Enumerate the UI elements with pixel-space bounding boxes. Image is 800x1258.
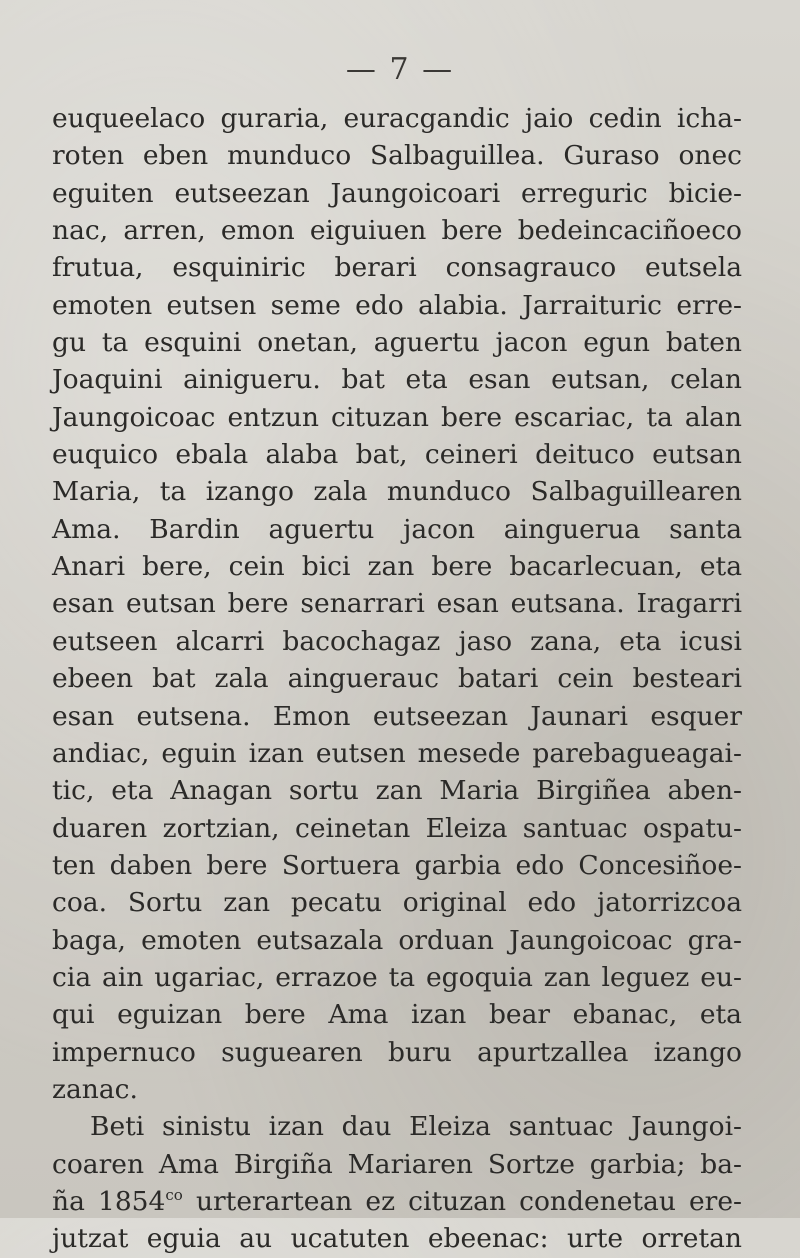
text-fragment: urterartean ez cituzan condenetau ere- bbox=[182, 1185, 742, 1217]
text-line: baga, emoten eutsazala orduan Jaungoicoac gra- bbox=[52, 924, 742, 956]
text-line: zanac. bbox=[52, 1073, 138, 1105]
text-line: duaren zortzian, ceinetan Eleiza santuac ospatu- bbox=[52, 812, 742, 844]
text-line: tic, eta Anagan sortu zan Maria Birgiñea aben- bbox=[52, 775, 742, 807]
text-line: Ama. Bardin aguertu jacon ainguerua santa bbox=[52, 513, 742, 545]
text-line: coaren Ama Birgiña Mariaren Sortze garbia; ba- bbox=[52, 1148, 742, 1180]
text-line: Maria, ta izango zala munduco Salbaguillearen bbox=[52, 476, 742, 508]
text-line: Jaungoicoac entzun cituzan bere escariac, ta alan bbox=[52, 401, 742, 433]
text-line: eutseen alcarri bacochagaz jaso zana, eta icusi bbox=[52, 625, 742, 657]
text-line: jutzat eguia au ucatuten ebeenac: urte orretan bbox=[52, 1223, 742, 1255]
text-line: qui eguizan bere Ama izan bear ebanac, eta bbox=[52, 999, 742, 1031]
text-line: euqueelaco guraria, euracgandic jaio cedin icha- bbox=[52, 103, 742, 134]
text-fragment: ña 1854 bbox=[52, 1185, 166, 1217]
text-line: impernuco suguearen buru apurtzallea izango bbox=[52, 1036, 742, 1068]
text-line: nac, arren, emon eiguiuen bere bedeincaciñoeco bbox=[52, 215, 742, 247]
text-line: eguiten eutseezan Jaungoicoari erreguric bicie- bbox=[52, 177, 742, 209]
text-line: roten eben munduco Salbaguillea. Guraso onec bbox=[52, 140, 742, 172]
text-line: cia ain ugariac, errazoe ta egoquia zan leguez eu- bbox=[52, 961, 742, 993]
text-line: andiac, eguin izan eutsen mesede parebagueagai- bbox=[52, 737, 742, 769]
text-line: ten daben bere Sortuera garbia edo Concesiñoe- bbox=[52, 849, 742, 881]
text-line: Beti sinistu izan dau Eleiza santuac Jaungoi- bbox=[90, 1111, 742, 1143]
text-line: ebeen bat zala ainguerauc batari cein besteari bbox=[52, 663, 742, 695]
text-line: esan eutsan bere senarrari esan eutsana. Iragarri bbox=[52, 588, 742, 620]
superscript: co bbox=[165, 1185, 183, 1204]
text-line: euquico ebala alaba bat, ceineri deituco eutsan bbox=[52, 439, 742, 471]
text-line: esan eutsena. Emon eutseezan Jaunari esquer bbox=[52, 700, 742, 732]
text-line bbox=[52, 1183, 742, 1220]
page-number: — 7 — bbox=[345, 52, 455, 87]
text-line: emoten eutsen seme edo alabia. Jarraituric erre- bbox=[52, 289, 742, 321]
text-line: Joaquini ainigueru. bat eta esan eutsan, celan bbox=[52, 364, 742, 396]
text-line: frutua, esquiniric berari consagrauco eutsela bbox=[52, 252, 742, 284]
body-text bbox=[52, 100, 742, 1258]
text-line: coa. Sortu zan pecatu original edo jatorrizcoa bbox=[52, 887, 742, 919]
text-line: gu ta esquini onetan, aguertu jacon egun baten bbox=[52, 327, 742, 359]
text-line: Anari bere, cein bici zan bere bacarlecuan, eta bbox=[52, 551, 742, 583]
